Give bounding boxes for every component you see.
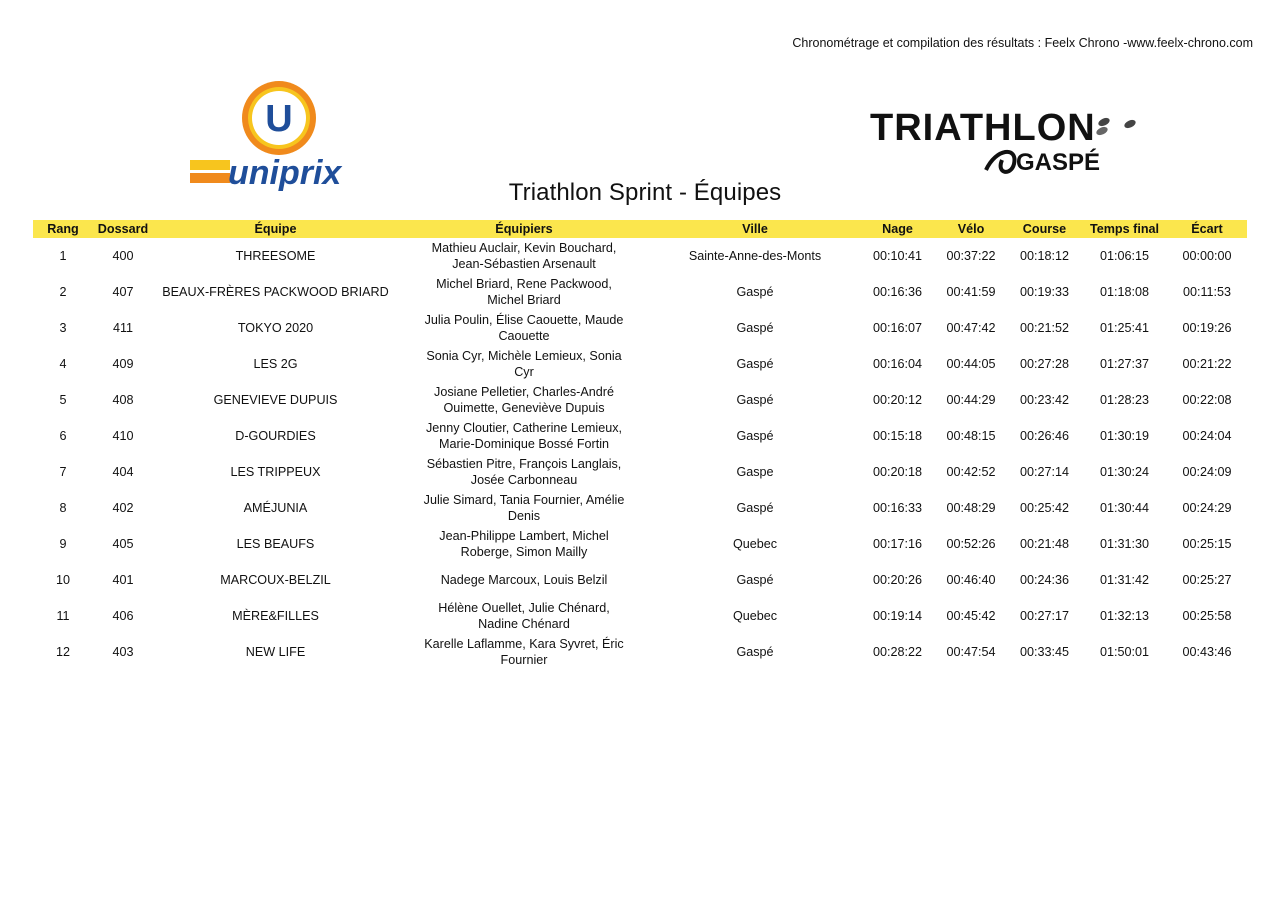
cell-bib: 411 <box>112 321 134 335</box>
cell-gap: 00:25:58 <box>1182 609 1232 623</box>
column-header-swim: Nage <box>882 222 913 236</box>
table-row <box>33 562 1247 598</box>
table-row <box>33 634 1247 670</box>
cell-gap: 00:43:46 <box>1182 645 1232 659</box>
cell-final-time: 01:30:19 <box>1099 429 1150 443</box>
cell-city: Gaspé <box>736 357 774 371</box>
cell-gap: 00:19:26 <box>1182 321 1232 335</box>
table-row <box>33 526 1247 562</box>
cell-team: LES 2G <box>253 357 298 371</box>
cell-run: 00:24:36 <box>1019 573 1070 587</box>
cell-rank: 3 <box>59 321 67 335</box>
cell-city: Gaspé <box>736 429 774 443</box>
cell-bike: 00:37:22 <box>946 249 996 263</box>
triathlon-wordmark: TRIATHLON <box>870 107 1096 149</box>
cell-bib: 406 <box>112 609 134 623</box>
cell-swim: 00:10:41 <box>872 249 923 263</box>
cell-rank: 6 <box>59 429 67 443</box>
cell-team: AMÉJUNIA <box>243 501 308 515</box>
cell-members: Nadege Marcoux, Louis Belzil <box>440 573 608 587</box>
cell-city: Gaspe <box>736 465 774 479</box>
results-table <box>33 220 1247 670</box>
cell-rank: 8 <box>59 501 67 515</box>
cell-members: Sébastien Pitre, François Langlais, Josée Carbonneau <box>426 457 622 487</box>
footprint-icon <box>1097 116 1111 127</box>
cell-city: Gaspé <box>736 393 774 407</box>
table-body <box>33 238 1247 670</box>
footprint-icon <box>1095 125 1109 136</box>
table-row <box>33 238 1247 274</box>
cell-swim: 00:20:18 <box>872 465 923 479</box>
cell-bib: 409 <box>112 357 134 371</box>
triathlon-gaspe-logo <box>868 98 1143 178</box>
cell-gap: 00:24:04 <box>1182 429 1232 443</box>
cell-city: Quebec <box>732 609 778 623</box>
cell-final-time: 01:30:44 <box>1099 501 1150 515</box>
cell-run: 00:21:48 <box>1019 537 1070 551</box>
cell-swim: 00:15:18 <box>872 429 923 443</box>
column-header-run: Course <box>1022 222 1067 236</box>
cell-run: 00:26:46 <box>1019 429 1070 443</box>
cell-members: Karelle Laflamme, Kara Syvret, Éric Fournier <box>424 637 624 667</box>
cell-bib: 410 <box>112 429 134 443</box>
column-header-gap: Écart <box>1191 222 1223 236</box>
cell-team: GENEVIEVE DUPUIS <box>213 393 338 407</box>
cell-bike: 00:42:52 <box>946 465 996 479</box>
cell-bike: 00:48:29 <box>946 501 996 515</box>
table-row <box>33 454 1247 490</box>
cell-team: MÈRE&FILLES <box>232 609 319 623</box>
cell-members: Michel Briard, Rene Packwood, Michel Briard <box>436 277 612 307</box>
cell-city: Gaspé <box>736 285 774 299</box>
cell-bib: 403 <box>112 645 134 659</box>
cell-swim: 00:20:26 <box>872 573 923 587</box>
table-header-row <box>33 220 1247 238</box>
table-row <box>33 346 1247 382</box>
cell-run: 00:19:33 <box>1019 285 1070 299</box>
cell-final-time: 01:31:30 <box>1099 537 1150 551</box>
cell-final-time: 01:06:15 <box>1099 249 1150 263</box>
cell-members: Julie Simard, Tania Fournier, Amélie Denis <box>423 493 625 523</box>
cell-bib: 402 <box>112 501 134 515</box>
cell-gap: 00:25:15 <box>1182 537 1232 551</box>
cell-members: Julia Poulin, Élise Caouette, Maude Caouette <box>424 313 624 343</box>
cell-rank: 9 <box>59 537 67 551</box>
cell-bike: 00:44:05 <box>946 357 996 371</box>
cell-bib: 400 <box>112 249 134 263</box>
cell-bib: 407 <box>112 285 134 299</box>
cell-members: Josiane Pelletier, Charles-André Ouimette, Geneviève Dupuis <box>434 385 614 415</box>
cell-rank: 7 <box>59 465 67 479</box>
cell-members: Mathieu Auclair, Kevin Bouchard, Jean-Sébastien Arsenault <box>431 241 617 271</box>
cell-final-time: 01:50:01 <box>1099 645 1150 659</box>
cell-team: NEW LIFE <box>245 645 306 659</box>
table-row <box>33 382 1247 418</box>
cell-members: Sonia Cyr, Michèle Lemieux, Sonia Cyr <box>426 349 622 379</box>
cell-team: MARCOUX-BELZIL <box>220 573 331 587</box>
cell-run: 00:23:42 <box>1019 393 1070 407</box>
cell-members: Jean-Philippe Lambert, Michel Roberge, Simon Mailly <box>439 529 609 559</box>
cell-team: LES BEAUFS <box>236 537 315 551</box>
footprint-icon <box>1123 118 1137 129</box>
uniprix-stripe-yellow <box>190 160 230 170</box>
cell-swim: 00:20:12 <box>872 393 923 407</box>
cell-rank: 12 <box>55 645 70 659</box>
table-row <box>33 598 1247 634</box>
cell-team: BEAUX-FRÈRES PACKWOOD BRIARD <box>162 285 389 299</box>
cell-final-time: 01:25:41 <box>1099 321 1150 335</box>
cell-swim: 00:28:22 <box>872 645 923 659</box>
cell-city: Gaspé <box>736 573 774 587</box>
cell-run: 00:27:14 <box>1019 465 1070 479</box>
cell-bike: 00:44:29 <box>946 393 996 407</box>
column-header-members: Équipiers <box>495 222 553 236</box>
cell-bib: 401 <box>112 573 134 587</box>
cell-members: Jenny Cloutier, Catherine Lemieux, Marie-Dominique Bossé Fortin <box>425 421 622 451</box>
table-row <box>33 490 1247 526</box>
cell-run: 00:27:17 <box>1019 609 1070 623</box>
cell-city: Quebec <box>732 537 778 551</box>
cell-final-time: 01:28:23 <box>1099 393 1150 407</box>
cell-run: 00:27:28 <box>1019 357 1070 371</box>
cell-final-time: 01:31:42 <box>1099 573 1150 587</box>
cell-city: Gaspé <box>736 501 774 515</box>
cell-run: 00:25:42 <box>1019 501 1070 515</box>
cell-team: D-GOURDIES <box>235 429 316 443</box>
cell-run: 00:21:52 <box>1019 321 1070 335</box>
cell-bib: 405 <box>112 537 134 551</box>
cell-swim: 00:16:04 <box>872 357 923 371</box>
table-row <box>33 310 1247 346</box>
cell-final-time: 01:30:24 <box>1099 465 1150 479</box>
cell-city: Gaspé <box>736 645 774 659</box>
cell-final-time: 01:27:37 <box>1099 357 1150 371</box>
cell-final-time: 01:18:08 <box>1099 285 1150 299</box>
timing-credit: Chronométrage et compilation des résultats : Feelx Chrono -www.feelx-chrono.com <box>792 36 1253 50</box>
cell-city: Sainte-Anne-des-Monts <box>688 249 822 263</box>
cell-gap: 00:11:53 <box>1182 285 1232 299</box>
cell-bike: 00:47:54 <box>946 645 996 659</box>
cell-team: LES TRIPPEUX <box>230 465 321 479</box>
cell-swim: 00:16:36 <box>872 285 923 299</box>
cell-bib: 408 <box>112 393 134 407</box>
uniprix-badge-letter: U <box>265 98 293 140</box>
cell-bike: 00:41:59 <box>946 285 996 299</box>
cell-swim: 00:16:07 <box>872 321 923 335</box>
cell-final-time: 01:32:13 <box>1099 609 1150 623</box>
cell-swim: 00:19:14 <box>872 609 923 623</box>
cell-bike: 00:45:42 <box>946 609 996 623</box>
cell-rank: 11 <box>56 609 70 623</box>
cell-rank: 5 <box>59 393 67 407</box>
cell-swim: 00:16:33 <box>872 501 923 515</box>
cell-gap: 00:25:27 <box>1182 573 1232 587</box>
bike-swirl-icon <box>986 152 1014 172</box>
cell-members: Hélène Ouellet, Julie Chénard, Nadine Chénard <box>438 601 610 631</box>
cell-city: Gaspé <box>736 321 774 335</box>
cell-run: 00:18:12 <box>1019 249 1070 263</box>
column-header-city: Ville <box>742 222 768 236</box>
cell-bike: 00:48:15 <box>946 429 996 443</box>
cell-team: THREESOME <box>235 249 316 263</box>
column-header-bib: Dossard <box>97 222 149 236</box>
cell-rank: 4 <box>59 357 67 371</box>
cell-rank: 10 <box>55 573 70 587</box>
cell-rank: 1 <box>59 249 67 263</box>
cell-gap: 00:00:00 <box>1182 249 1232 263</box>
column-header-final-time: Temps final <box>1089 222 1160 236</box>
cell-rank: 2 <box>59 285 67 299</box>
cell-bike: 00:46:40 <box>946 573 996 587</box>
cell-gap: 00:24:29 <box>1182 501 1232 515</box>
cell-gap: 00:22:08 <box>1182 393 1232 407</box>
cell-bike: 00:47:42 <box>946 321 996 335</box>
cell-swim: 00:17:16 <box>872 537 923 551</box>
column-header-team: Équipe <box>254 222 297 236</box>
table-row <box>33 274 1247 310</box>
column-header-rank: Rang <box>47 222 79 236</box>
cell-gap: 00:24:09 <box>1182 465 1232 479</box>
cell-gap: 00:21:22 <box>1182 357 1232 371</box>
cell-bib: 404 <box>112 465 134 479</box>
uniprix-wordmark: uniprix <box>228 154 342 192</box>
column-header-bike: Vélo <box>957 222 985 236</box>
cell-team: TOKYO 2020 <box>237 321 314 335</box>
gaspe-wordmark: GASPÉ <box>1016 149 1101 176</box>
cell-run: 00:33:45 <box>1019 645 1070 659</box>
cell-bike: 00:52:26 <box>946 537 996 551</box>
table-row <box>33 418 1247 454</box>
page-title: Triathlon Sprint - Équipes <box>508 179 782 206</box>
